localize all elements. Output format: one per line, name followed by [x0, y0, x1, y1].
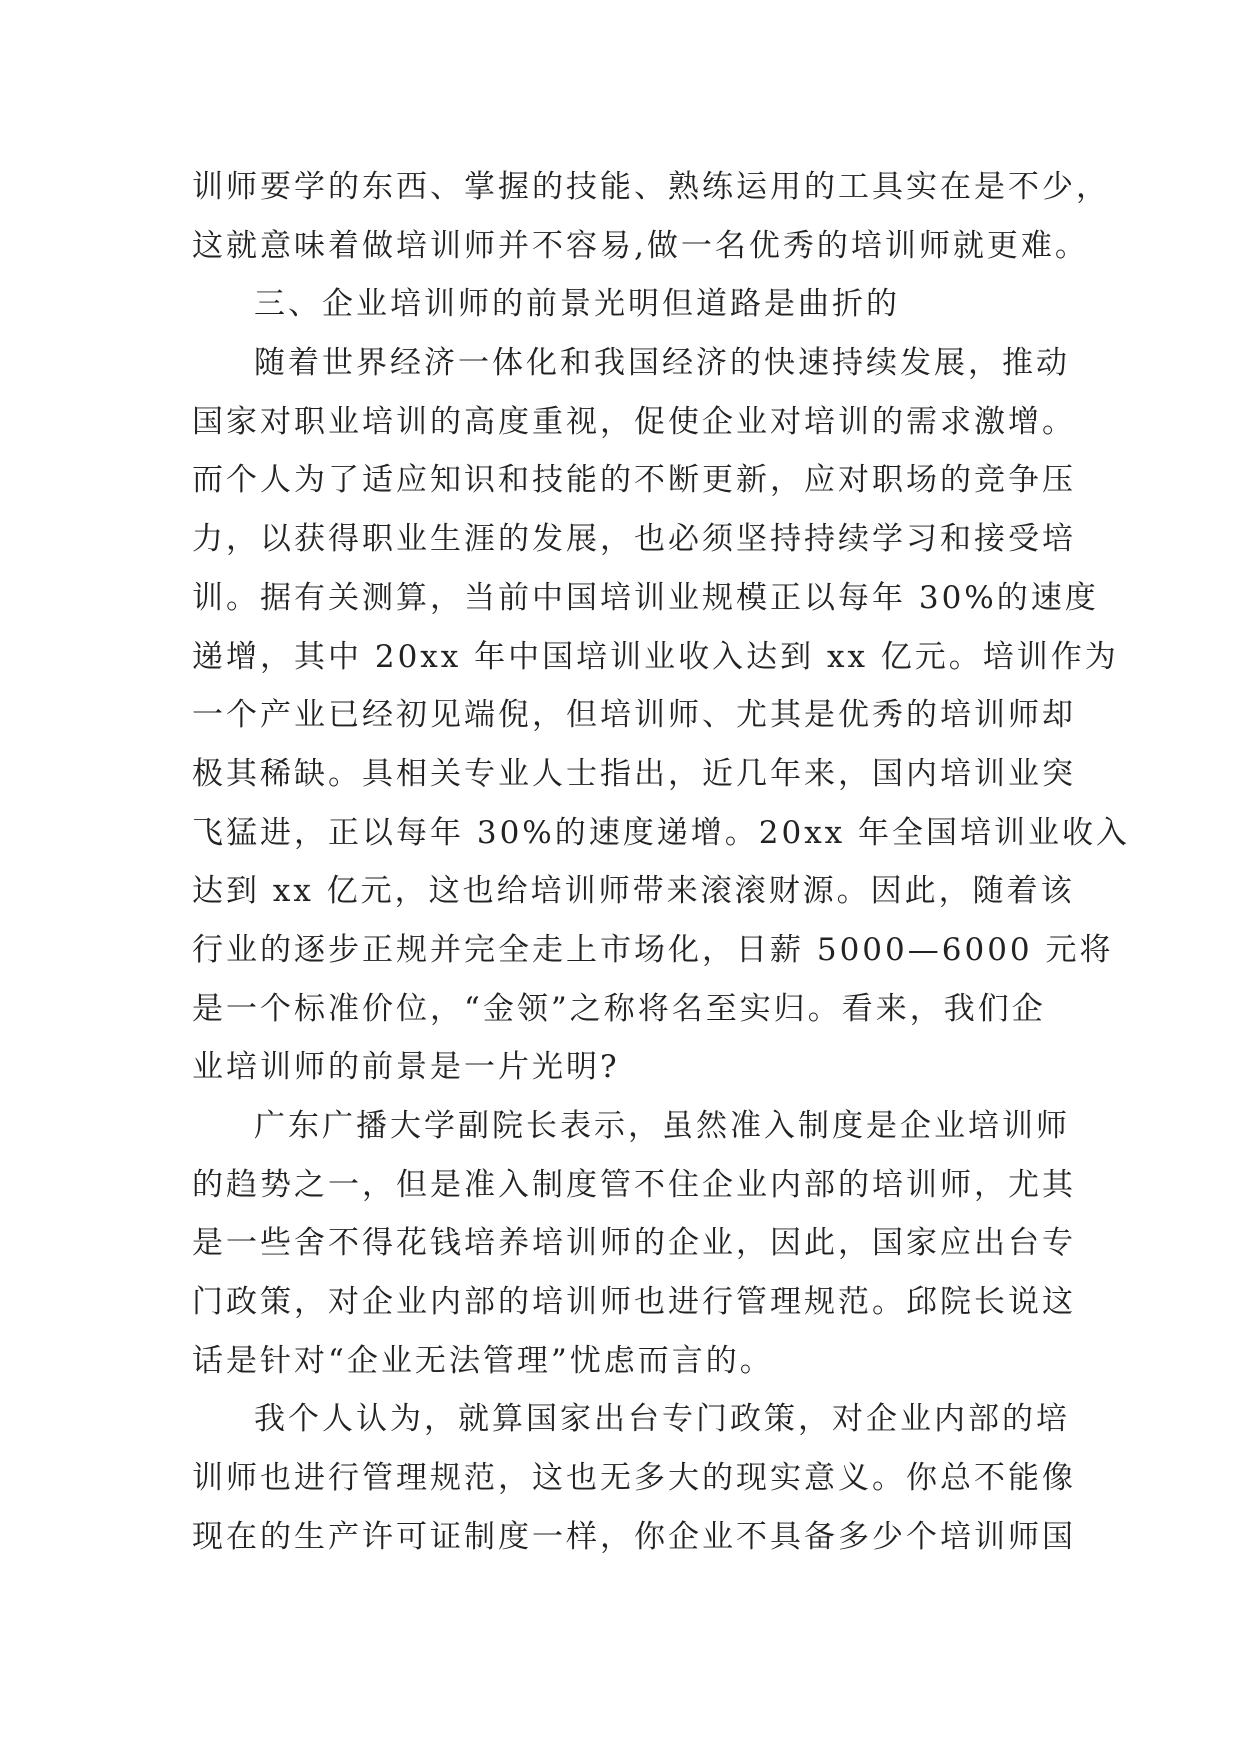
- text-line: 达到 xx 亿元，这也给培训师带来滚滚财源。因此，随着该: [192, 873, 1075, 910]
- body-text: [192, 158, 1131, 1567]
- text-line: 国家对职业培训的高度重视，促使企业对培训的需求激增。: [192, 403, 1076, 440]
- text-line: 现在的生产许可证制度一样，你企业不具备多少个培训师国: [192, 1518, 1076, 1555]
- text-line: 的趋势之一，但是准入制度管不住企业内部的培训师，尤其: [192, 1166, 1076, 1203]
- text-line: 是一些舍不得花钱培养培训师的企业，因此，国家应出台专: [192, 1225, 1076, 1262]
- text-line: 飞猛进，正以每年 30%的速度递增。20xx 年全国培训业收入: [192, 814, 1131, 851]
- text-line: 一个产业已经初见端倪，但培训师、尤其是优秀的培训师却: [192, 697, 1076, 734]
- text-line: 业培训师的前景是一片光明?: [192, 1049, 620, 1086]
- text-line: 而个人为了适应知识和技能的不断更新，应对职场的竞争压: [192, 462, 1076, 499]
- text-line: 训师要学的东西、掌握的技能、熟练运用的工具实在是不少，: [192, 169, 1110, 205]
- text-line: 极其稀缺。具相关专业人士指出，近几年来，国内培训业突: [192, 755, 1076, 792]
- section-heading: 三、企业培训师的前景光明但道路是曲折的: [254, 286, 900, 323]
- text-line: 门政策，对企业内部的培训师也进行管理规范。邱院长说这: [192, 1284, 1076, 1321]
- paragraph-start: 随着世界经济一体化和我国经济的快速持续发展，推动: [254, 345, 1070, 382]
- text-line: 力，以获得职业生涯的发展，也必须坚持持续学习和接受培: [192, 521, 1076, 558]
- text-line: 这就意味着做培训师并不容易,做一名优秀的培训师就更难。: [192, 227, 1089, 264]
- text-line: 是一个标准价位，“金领”之称将名至实归。看来，我们企: [192, 990, 1046, 1027]
- text-line: 训。据有关测算，当前中国培训业规模正以每年 30%的速度: [192, 579, 1099, 616]
- paragraph-start: 广东广播大学副院长表示，虽然准入制度是企业培训师: [254, 1108, 1070, 1144]
- text-line: 训师也进行管理规范，这也无多大的现实意义。你总不能像: [192, 1460, 1076, 1497]
- paragraph-start: 我个人认为，就算国家出台专门政策，对企业内部的培: [254, 1401, 1070, 1438]
- text-line: 话是针对“企业无法管理”忧虑而言的。: [192, 1342, 774, 1379]
- text-line: 行业的逐步正规并完全走上市场化，日薪 5000—6000 元将: [192, 931, 1114, 968]
- text-line: 递增，其中 20xx 年中国培训业收入达到 xx 亿元。培训作为: [192, 638, 1119, 675]
